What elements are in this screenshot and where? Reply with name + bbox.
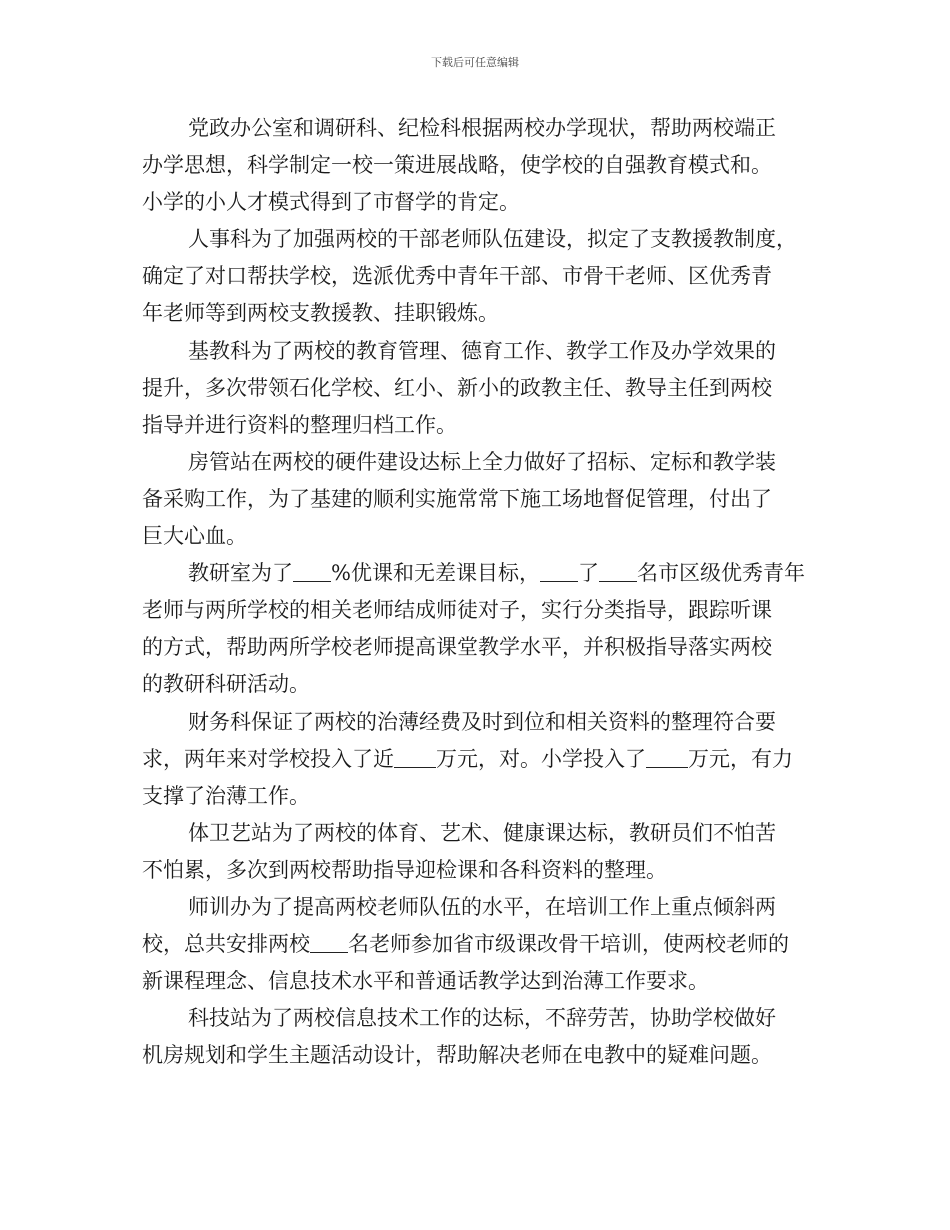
fill-in-blank (646, 746, 688, 768)
fill-in-blank (394, 746, 436, 768)
text-line (142, 629, 814, 666)
text-line (142, 147, 814, 184)
text-line (142, 184, 814, 221)
text-segment: 名市区级优秀青年 (636, 561, 805, 586)
text-segment: 财务科保证了两校的治薄经费及时到位和相关资料的整理符合要 (188, 709, 776, 734)
fill-in-blank (310, 931, 348, 953)
text-segment: 确定了对口帮扶学校，选派优秀中青年干部、市骨干老师、区优秀青 (142, 264, 772, 289)
text-segment: 求，两年来对学校投入了近 (142, 746, 394, 771)
text-line (142, 666, 814, 703)
document-body (142, 110, 814, 1074)
text-line (142, 815, 814, 852)
text-line (142, 221, 814, 258)
text-segment: 指导并进行资料的整理归档工作。 (142, 412, 457, 437)
text-segment: 巨大心血。 (142, 524, 247, 549)
text-line (142, 555, 814, 592)
page-header: 下载后可任意编辑 (431, 56, 519, 69)
text-line (142, 889, 814, 926)
text-line (142, 926, 814, 963)
fill-in-blank (293, 560, 331, 582)
text-segment: 小学的小人才模式得到了市督学的肯定。 (142, 190, 520, 215)
text-segment: 万元，有力 (688, 746, 793, 771)
text-segment: 办学思想，科学制定一校一策进展战略，使学校的自强教育模式和。 (142, 153, 772, 178)
text-line (142, 333, 814, 370)
text-line (142, 741, 814, 778)
text-segment: 基教科为了两校的教育管理、德育工作、教学工作及办学效果的 (188, 338, 776, 363)
text-line (142, 963, 814, 1000)
text-segment: 科技站为了两校信息技术工作的达标，不辞劳苦，协助学校做好 (188, 1006, 776, 1031)
text-segment: 校，总共安排两校 (142, 932, 310, 957)
text-segment: 师训办为了提高两校老师队伍的水平，在培训工作上重点倾斜两 (188, 894, 776, 919)
text-segment: 党政办公室和调研科、纪检科根据两校办学现状，帮助两校端正 (188, 116, 776, 140)
text-line (142, 407, 814, 444)
text-segment: 老师与两所学校的相关老师结成师徒对子，实行分类指导，跟踪听课 (142, 598, 772, 623)
text-line (142, 704, 814, 741)
text-line (142, 592, 814, 629)
text-line (142, 852, 814, 889)
text-segment: %优课和无差课目标， (331, 561, 540, 586)
text-segment: 支撑了治薄工作。 (142, 783, 310, 808)
text-line (142, 1000, 814, 1037)
text-segment: 人事科为了加强两校的干部老师队伍建设，拟定了支教援教制度， (188, 227, 797, 252)
fill-in-blank (540, 560, 578, 582)
text-segment: 体卫艺站为了两校的体育、艺术、健康课达标，教研员们不怕苦 (188, 820, 776, 845)
text-segment: 新课程理念、信息技术水平和普通话教学达到治薄工作要求。 (142, 969, 709, 994)
text-segment: 的教研科研活动。 (142, 672, 310, 697)
text-segment: 了 (577, 561, 599, 586)
text-line (142, 295, 814, 332)
text-segment: 名老师参加省市级课改骨干培训，使两校老师的 (348, 932, 789, 957)
text-line (142, 258, 814, 295)
text-line (142, 444, 814, 481)
text-segment: 提升，多次带领石化学校、红小、新小的政教主任、教导主任到两校 (142, 375, 772, 400)
text-line (142, 110, 814, 147)
text-line (142, 778, 814, 815)
text-segment: 备采购工作，为了基建的顺利实施常常下施工场地督促管理，付出了 (142, 486, 772, 511)
text-segment: 房管站在两校的硬件建设达标上全力做好了招标、定标和教学装 (188, 449, 776, 474)
text-segment: 年老师等到两校支教援教、挂职锻炼。 (142, 301, 499, 326)
text-segment: 不怕累，多次到两校帮助指导迎检课和各科资料的整理。 (142, 857, 667, 882)
text-segment: 机房规划和学生主题活动设计，帮助解决老师在电教中的疑难问题。 (142, 1043, 772, 1068)
text-line (142, 370, 814, 407)
text-segment: 教研室为了 (188, 561, 293, 586)
text-line (142, 1037, 814, 1074)
text-line (142, 518, 814, 555)
text-segment: 万元，对。小学投入了 (436, 746, 646, 771)
text-line (142, 481, 814, 518)
fill-in-blank (599, 560, 637, 582)
text-segment: 的方式，帮助两所学校老师提高课堂教学水平，并积极指导落实两校 (142, 635, 772, 660)
